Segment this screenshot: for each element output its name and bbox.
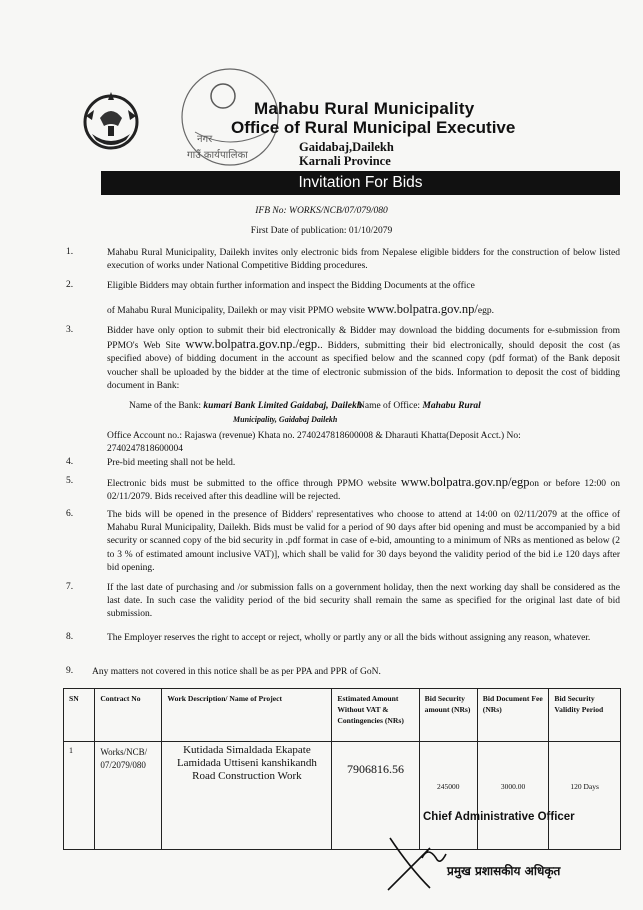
item-number: 6.	[66, 509, 74, 519]
item-1-text: Mahabu Rural Municipality, Dailekh invites only electronic bids from Nepalese eligible bidders for the construction of below listed execution of works under National Competitive Bidding procedures.	[107, 248, 620, 272]
signatory-title: Chief Administrative Officer	[423, 811, 575, 823]
table-cell-estimate: 7906816.56	[332, 742, 419, 850]
item-3-text: Bidder have only option to submit their bid electronically & Bidder may download the bidding documents for e-submission from PPMO's Web Site www.bolpatra.gov.np./egp.. Bidders, submitting their bid electronically, should deposit the cost (as specified above) of bidding document in the account as specified below and the scanned copy (pdf format) of the Bank deposit voucher shall be uploaded by the bidder at the time of electronic submission of the bids. Information to deposit the cost of bidding document in Bank:	[107, 326, 620, 391]
ppmo-link[interactable]: www.bolpatra.gov.np/	[367, 302, 478, 316]
item-number: 9.	[66, 666, 74, 676]
office-name: Office of Rural Municipal Executive	[231, 118, 516, 137]
table-header: Work Description/ Name of Project	[162, 689, 332, 742]
item-2-text: Eligible Bidders may obtain further information and inspect the Bidding Documents at the office	[107, 281, 475, 291]
item-number: 3.	[66, 325, 74, 335]
item-number: 2.	[66, 280, 74, 290]
table-cell-sn: 1	[64, 742, 95, 850]
svg-text:गाउँ कार्यपालिका: गाउँ कार्यपालिका	[187, 150, 248, 161]
ppmo-link[interactable]: www.bolpatra.gov.np/egp	[400, 475, 530, 489]
bank-account: Office Account no.: Rajaswa (revenue) Khata no. 2740247818600008 & Dharauti Khatta(Deposit Acct.) No: 2740247818600004	[107, 431, 521, 455]
table-cell-work: Kutidada Simaldada Ekapate Lamidada Uttiseni kanshikandh Road Construction Work	[162, 742, 332, 850]
table-header: SN	[64, 689, 95, 742]
table-cell-contract: Works/NCB/ 07/2079/080	[95, 742, 162, 850]
table-header: Bid Security Validity Period	[549, 689, 621, 742]
ppmo-link[interactable]: www.bolpatra.gov.np./egp.	[185, 337, 321, 352]
table-cell-fee: 3000.00	[477, 742, 549, 850]
address: Gaidabaj,Dailekh	[299, 140, 394, 154]
table-cell-security: 245000	[419, 742, 477, 850]
signature-mark	[380, 818, 460, 898]
svg-text:नगर: नगर	[197, 134, 213, 145]
item-number: 7.	[66, 582, 74, 592]
item-number: 4.	[66, 457, 74, 467]
title-banner: Invitation For Bids	[101, 171, 620, 195]
province: Karnali Province	[299, 154, 391, 168]
table-header-row	[64, 689, 621, 742]
item-9-text: Any matters not covered in this notice shall be as per PPA and PPR of GoN.	[92, 667, 381, 677]
table-header: Estimated Amount Without VAT & Contingencies (NRs)	[332, 689, 419, 742]
item-5-text: Electronic bids must be submitted to the office through PPMO website www.bolpatra.gov.np/egpon or before 12:00 on 02/11/2079. Bids received after this deadline will be rejected.	[107, 475, 620, 503]
item-8-text: The Employer reserves the right to accept or reject, wholly or partly any or all the bids without assigning any reason, whatever.	[107, 633, 591, 643]
bank-name: Name of the Bank: kumari Bank Limited Gaidabaj, Dailekh Municipality, Gaidabaj Dailekh	[129, 401, 363, 425]
item-6-text: The bids will be opened in the presence of Bidders' representatives who choose to attend at 14:00 on 02/11/2079 at the office of Mahabu Rural Municipality, Dailekh. Bids must be valid for a period of 90 days after bid opening and must be accompanied by a bid security or scanned copy of the bid security in .pdf format in case of e-bid, amounting to a minimum of NRs as mentioned as below (2 to 3 % of estimated amount inclusive VAT)], which shall be valid for 30 days beyond the validity period of the bid i.e 120 days after bid opening.	[107, 510, 620, 573]
bank-office: Name of Office: Mahabu Rural	[358, 401, 481, 411]
item-number: 8.	[66, 632, 74, 642]
item-number: 5.	[66, 476, 74, 486]
ifb-number: IFB No: WORKS/NCB/07/079/080	[255, 206, 388, 216]
table-cell-validity: 120 Days	[549, 742, 621, 850]
item-number: 1.	[66, 247, 74, 257]
item-4-text: Pre-bid meeting shall not be held.	[107, 458, 236, 468]
table-header: Bid Security amount (NRs)	[419, 689, 477, 742]
devanagari-stamp-text: प्रमुख प्रशासकीय अधिकृत	[447, 864, 561, 878]
nepal-emblem-icon	[78, 88, 144, 154]
item-7-text: If the last date of purchasing and /or submission falls on a government holiday, then the next working day shall be considered as the last date. In such case the validity period of the bid security shall remain the same as specified for the original last date of bid submission.	[107, 583, 620, 620]
table-header: Bid Document Fee (NRs)	[477, 689, 549, 742]
bids-table	[63, 688, 621, 850]
table-header: Contract No	[95, 689, 162, 742]
table-row	[64, 742, 621, 850]
municipality-name: Mahabu Rural Municipality	[254, 99, 475, 118]
item-2-text-cont: of Mahabu Rural Municipality, Dailekh or may visit PPMO website www.bolpatra.gov.np/egp.	[107, 302, 494, 316]
publication-date: First Date of publication: 01/10/2079	[250, 226, 393, 236]
